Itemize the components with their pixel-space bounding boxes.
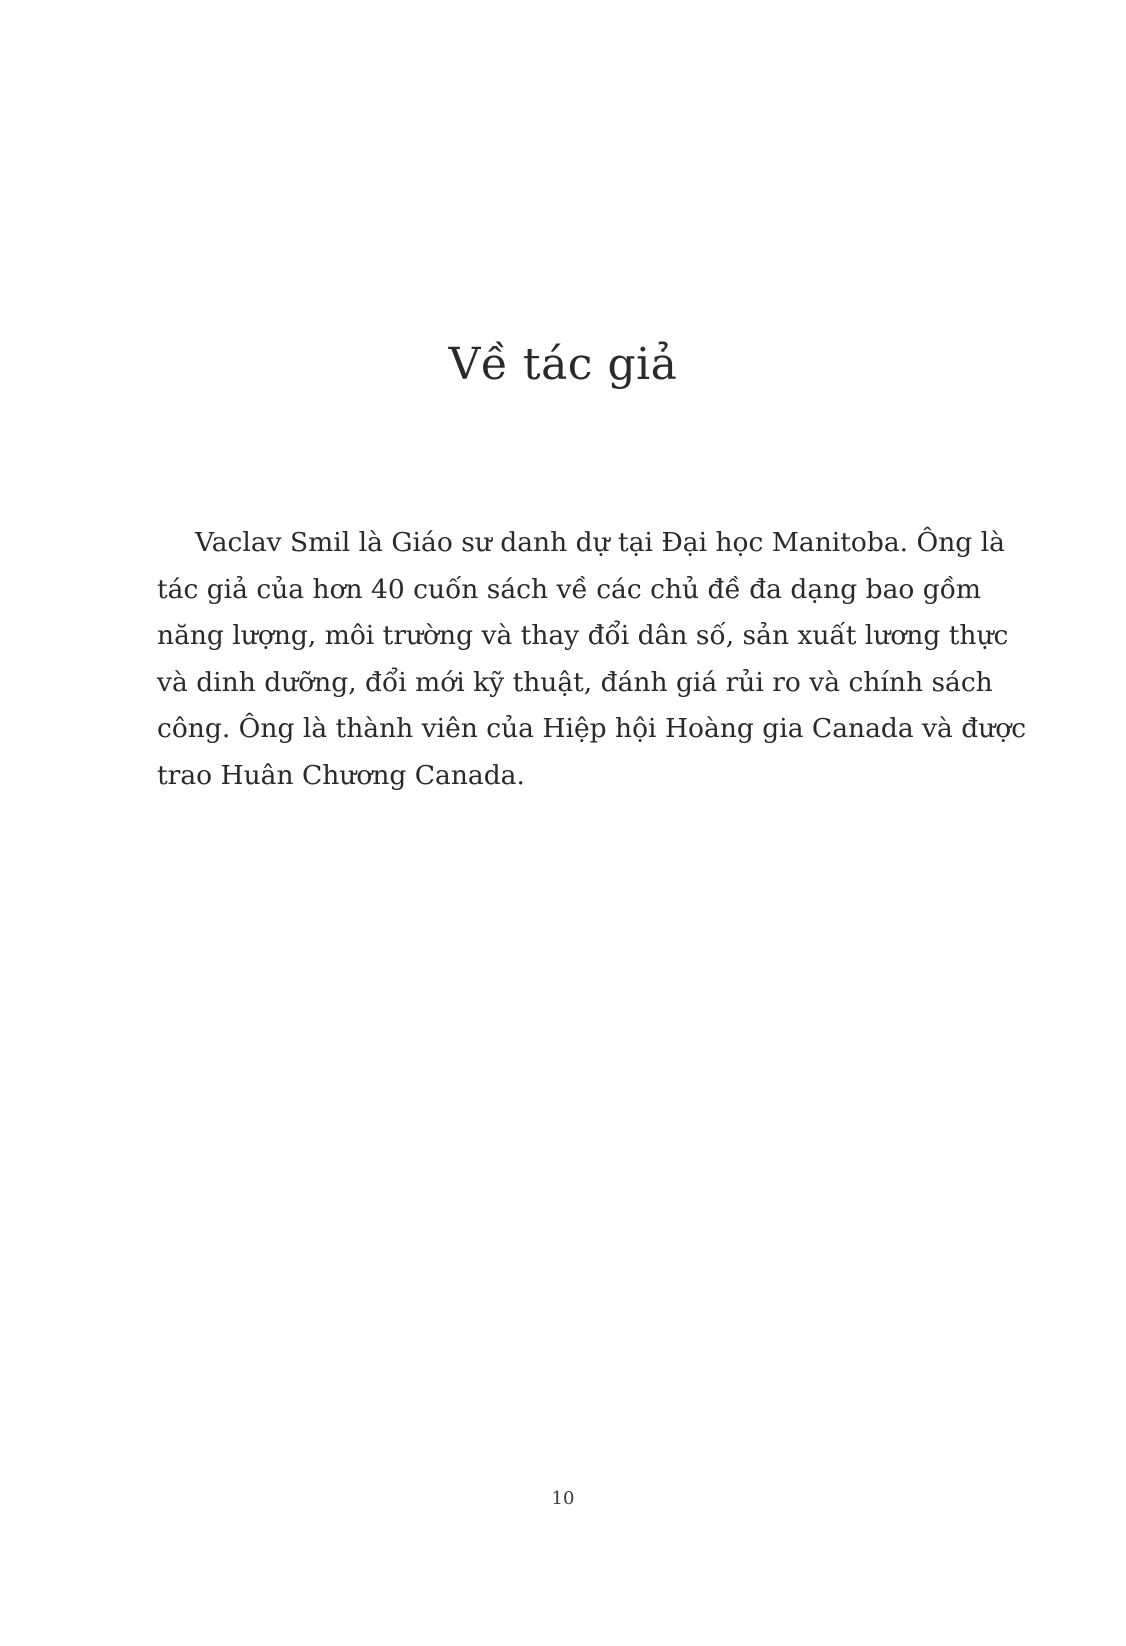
bio-line: công. Ông là thành viên của Hiệp hội Hoàng gia Canada và được [157, 713, 1027, 744]
bio-line: tác giả của hơn 40 cuốn sách về các chủ đề đa dạng bao gồm [157, 573, 982, 605]
author-bio-paragraph [157, 520, 1027, 799]
bio-line: và dinh dưỡng, đổi mới kỹ thuật, đánh giá rủi ro và chính sách [157, 666, 993, 698]
bio-line: Vaclav Smil là Giáo sư danh dự tại Đại học Manitoba. Ông là [195, 527, 1005, 558]
page-number: 10 [551, 1488, 575, 1509]
bio-line: năng lượng, môi trường và thay đổi dân số, sản xuất lương thực [157, 620, 1009, 651]
page-title: Về tác giả [448, 339, 678, 390]
bio-line: trao Huân Chương Canada. [157, 759, 525, 791]
